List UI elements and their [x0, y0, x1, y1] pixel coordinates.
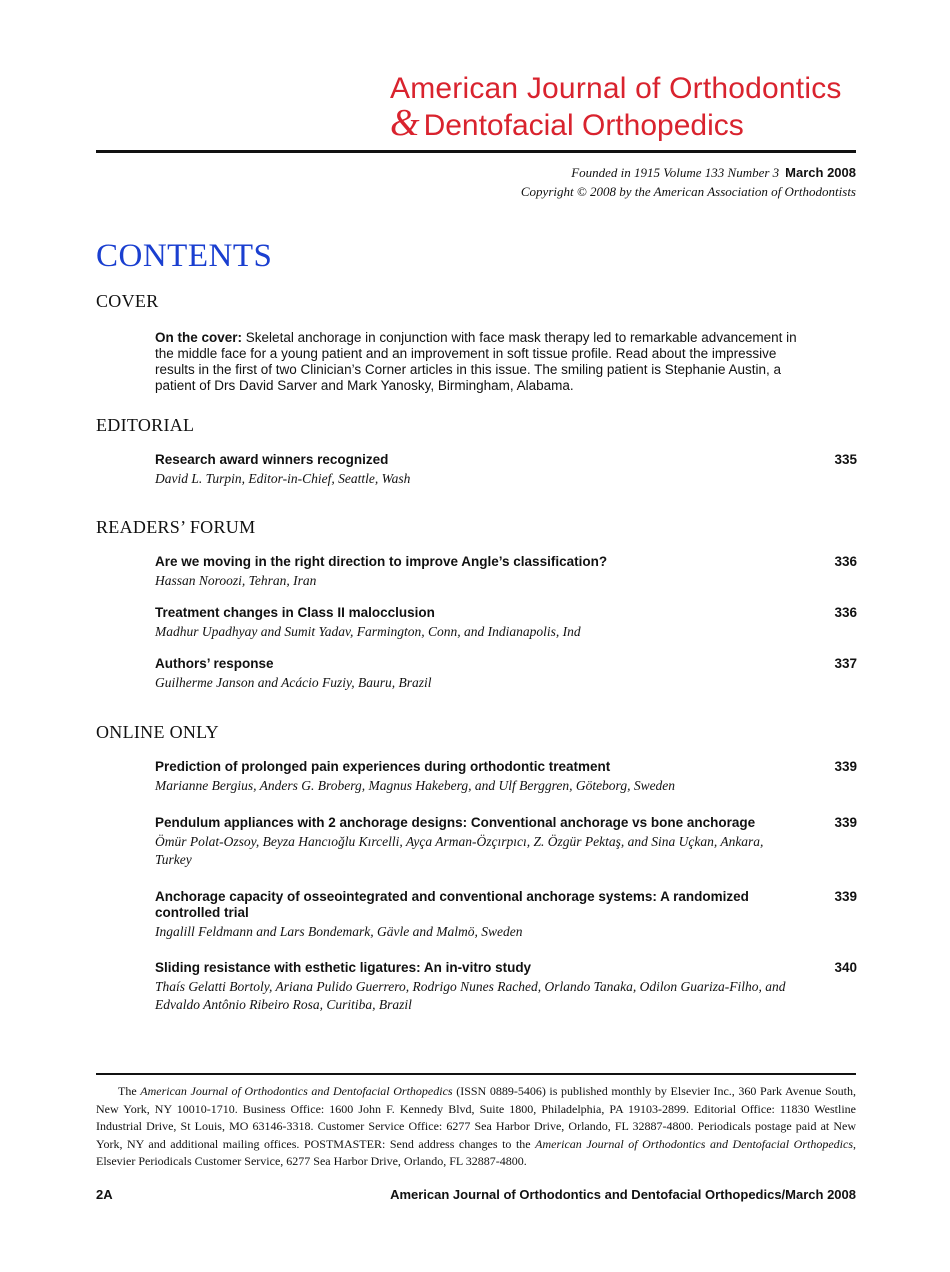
- footnote-rule: [96, 1073, 856, 1075]
- article-authors: Hassan Noroozi, Tehran, Iran: [155, 573, 317, 588]
- article-title[interactable]: Research award winners recognized: [155, 452, 389, 467]
- masthead-ampersand: &: [390, 102, 420, 144]
- article-title[interactable]: Pendulum appliances with 2 anchorage designs: Conventional anchorage vs bone anchorage: [155, 815, 756, 830]
- footnote-part1: The: [118, 1084, 141, 1098]
- article-title[interactable]: Sliding resistance with esthetic ligatures: An in-vitro study: [155, 960, 532, 975]
- article-authors: Guilherme Janson and Acácio Fuziy, Bauru, Brazil: [155, 675, 432, 690]
- cover-text: Skeletal anchorage in conjunction with face mask therapy led to remarkable advancement in the middle face for a young patient and an improvement in soft tissue profile. Read about the impressive results in the first of two Clinician’s Corner articles in this issue. The smiling patient is Stephanie Austin, a patient of Drs David Sarver and Mark Yanosky, Birmingham, Alabama.: [155, 330, 797, 393]
- header-rule: [96, 150, 856, 153]
- issue-date: March 2008: [785, 165, 856, 180]
- page-number: 2A: [96, 1187, 113, 1202]
- section-editorial-heading: EDITORIAL: [96, 415, 195, 435]
- publication-info: [521, 163, 856, 201]
- toc-entry[interactable]: [155, 656, 857, 692]
- masthead-line2-text: Dentofacial Orthopedics: [423, 109, 744, 142]
- article-title[interactable]: Prediction of prolonged pain experiences during orthodontic treatment: [155, 759, 611, 774]
- article-title[interactable]: Anchorage capacity of osseointegrated and conventional anchorage systems: A randomized controlled trial: [155, 889, 749, 920]
- contents-heading: CONTENTS: [96, 238, 273, 274]
- footnote-journal-name: American Journal of Orthodontics and Dentofacial Orthopedics: [140, 1084, 453, 1098]
- toc-entry[interactable]: [155, 889, 857, 941]
- toc-entry[interactable]: [155, 960, 857, 1014]
- masthead-line2: [390, 102, 860, 144]
- publisher-footnote: [96, 1083, 856, 1171]
- masthead-line1: American Journal of Orthodontics: [390, 72, 842, 105]
- article-page: 340: [834, 960, 857, 975]
- article-title[interactable]: Are we moving in the right direction to improve Angle’s classification?: [155, 554, 608, 569]
- footnote-journal-name: American Journal of Orthodontics and Dentofacial Orthopedics: [535, 1136, 853, 1151]
- copyright: Copyright © 2008 by the American Association of Orthodontists: [520, 184, 856, 199]
- article-authors: David L. Turpin, Editor-in-Chief, Seattle, Wash: [155, 471, 411, 486]
- section-online-only-heading: ONLINE ONLY: [96, 722, 219, 742]
- footnote-part2: (ISSN 0889-5406) is published monthly by Elsevier Inc., 360 Park Avenue South, New York, NY 10010-1710. Business Office: 1600 John F. Kennedy Blvd, Suite 1800, Philadelphia, PA 19103-2899. Editorial Office: 11830 Westline Industrial Drive, St Louis, MO 63146-3318. Customer Service Office: 6277 Sea Harbor Drive, Orlando, FL 32887-4800. Periodicals postage paid at New York, NY and additional mailing offices. POSTMASTER: Send address changes to the: [96, 1084, 857, 1151]
- article-authors: Ömür Polat-Ozsoy, Beyza Hancıoğlu Kırcelli, Ayça Arman-Özçırpıcı, Z. Özgür Pektaş, and Sina Uçkan, Ankara, Turkey: [155, 834, 764, 867]
- article-authors: Thaís Gelatti Bortoly, Ariana Pulido Guerrero, Rodrigo Nunes Rached, Orlando Tanaka, Odilon Guariza-Filho, and Edvaldo Antônio Ribeiro Rosa, Curitiba, Brazil: [155, 979, 786, 1012]
- founded-volume: Founded in 1915 Volume 133 Number 3: [571, 165, 780, 180]
- article-authors: Ingalill Feldmann and Lars Bondemark, Gävle and Malmö, Sweden: [155, 924, 523, 939]
- article-page: 336: [834, 605, 857, 620]
- article-page: 339: [834, 889, 857, 904]
- article-page: 339: [834, 815, 857, 830]
- toc-entry[interactable]: [155, 554, 857, 590]
- toc-entry[interactable]: [155, 815, 857, 869]
- article-page: 335: [834, 452, 857, 467]
- article-page: 339: [834, 759, 857, 774]
- article-page: 337: [834, 656, 857, 671]
- article-authors: Madhur Upadhyay and Sumit Yadav, Farmington, Conn, and Indianapolis, Ind: [155, 624, 581, 639]
- section-readers-forum-heading: READERS’ FORUM: [96, 517, 256, 537]
- section-cover-heading: COVER: [96, 291, 159, 311]
- cover-label: On the cover:: [155, 330, 243, 345]
- toc-entry[interactable]: [155, 759, 857, 795]
- article-title[interactable]: Authors’ response: [155, 656, 274, 671]
- article-page: 336: [834, 554, 857, 569]
- cover-description: [155, 330, 805, 394]
- toc-entry[interactable]: [155, 452, 857, 488]
- footnote-part3: , Elsevier Periodicals Customer Service, 6277 Sea Harbor Drive, Orlando, FL 32887-4800.: [96, 1136, 856, 1168]
- journal-masthead: [390, 72, 860, 143]
- article-authors: Marianne Bergius, Anders G. Broberg, Magnus Hakeberg, and Ulf Berggren, Göteborg, Sweden: [155, 778, 676, 793]
- running-title: American Journal of Orthodontics and Dentofacial Orthopedics/March 2008: [390, 1187, 856, 1202]
- toc-entry[interactable]: [155, 605, 857, 641]
- article-title[interactable]: Treatment changes in Class II malocclusion: [155, 605, 435, 620]
